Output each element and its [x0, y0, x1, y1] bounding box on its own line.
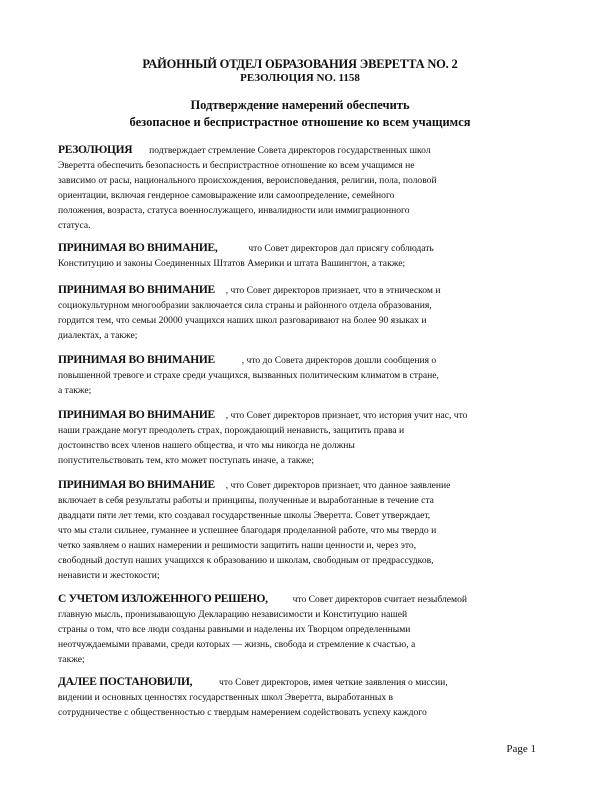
resolution-number: РЕЗОЛЮЦИЯ NO. 1158: [240, 72, 360, 84]
paragraph-lead: С УЧЕТОМ ИЗЛОЖЕННОГО РЕШЕНО,: [58, 593, 268, 605]
paragraph-lead: ПРИНИМАЯ ВО ВНИМАНИЕ: [58, 409, 215, 421]
paragraph-line: , что до Совета директоров дошли сообщения о: [241, 355, 437, 366]
paragraph-line: диалектах, а также;: [58, 330, 138, 341]
paragraph-whereas-3: [58, 353, 548, 398]
paragraph-whereas-5: [58, 478, 548, 583]
paragraph-line: статуса.: [58, 220, 91, 231]
paragraph-line: наши граждане могут преодолеть страх, порождающий ненависть, защитить права и: [58, 425, 405, 436]
paragraph-whereas-2: [58, 283, 548, 343]
paragraph-line: четко заявляем о наших намерении и решимости защитить наши ценности и, через это,: [58, 540, 417, 551]
paragraph-line: сотрудничестве с общественностью с твердым намерением содействовать успеху каждого: [58, 707, 427, 718]
paragraph-line: гордится тем, что семьи 20000 учащихся наших школ разговаривают на более 90 языках и: [58, 315, 427, 326]
paragraph-whereas-1: [58, 241, 548, 271]
paragraph-lead: ПРИНИМАЯ ВО ВНИМАНИЕ,: [58, 242, 218, 254]
district-header: РАЙОННЫЙ ОТДЕЛ ОБРАЗОВАНИЯ ЭВЕРЕТТА NO. 2: [142, 57, 458, 71]
paragraph-line: повышенной тревоге и страхе среди учащихся, вызванных политическим климатом в стране,: [58, 370, 439, 381]
paragraph-line: , что Совет директоров признает, что данное заявление: [225, 480, 451, 491]
paragraph-lead: ПРИНИМАЯ ВО ВНИМАНИЕ: [58, 354, 215, 366]
paragraph-resolution: [58, 143, 548, 233]
paragraph-line: зависимо от расы, национального происхождения, вероисповедания, религии, пола, половой: [58, 175, 437, 186]
page-number: Page 1: [506, 743, 536, 755]
paragraph-line: страны о том, что все люди созданы равными и наделены их Творцом определенными: [58, 624, 411, 635]
paragraph-line: подтверждает стремление Совета директоров государственных школ: [149, 145, 431, 156]
paragraph-line: двадцати пяти лет теми, кто создавал государственные школы Эверетта. Совет утверждает,: [58, 510, 431, 521]
paragraph-further-resolved: [58, 675, 548, 720]
paragraph-line: достоинство всех членов нашего общества, и что мы никогда не должны: [58, 440, 355, 451]
paragraph-line: , что Совет директоров признает, что в этническом и: [225, 285, 441, 296]
paragraph-line: социокультурном многообразии заключается сила страны и районного отдела образования,: [58, 300, 432, 311]
paragraph-line: а также;: [58, 385, 92, 396]
paragraph-line: свободный доступ наших учащихся к образованию и школам, свободным от предрассудков,: [58, 555, 434, 566]
paragraph-line: видении и основных ценностях государственных школ Эверетта, выработанных в: [58, 692, 394, 703]
paragraph-line: положения, возраста, статуса военнослужащего, инвалидности или иммиграционного: [58, 205, 410, 216]
paragraph-line: Эверетта обеспечить безопасность и беспристрастное отношение ко всем учащимся не: [58, 160, 415, 171]
paragraph-lead: ПРИНИМАЯ ВО ВНИМАНИЕ: [58, 284, 215, 296]
paragraph-line: ненависти и жестокости;: [58, 570, 160, 581]
paragraph-line: включает в себя результаты работы и принципы, полученные и выработанные в течение ста: [58, 495, 434, 506]
paragraph-line: главную мысль, пронизывающую Декларацию независимости и Конституцию нашей: [58, 609, 408, 620]
paragraph-whereas-4: [58, 408, 548, 468]
paragraph-resolved: [58, 592, 548, 667]
paragraph-line: что Совет директоров дал присягу соблюдать: [248, 243, 434, 254]
document-title-line-1: Подтверждение намерений обеспечить: [190, 98, 410, 112]
paragraph-line: что Совет директоров, имея четкие заявления о миссии,: [219, 677, 448, 688]
paragraph-lead: ПРИНИМАЯ ВО ВНИМАНИЕ: [58, 479, 215, 491]
paragraph-lead: ДАЛЕЕ ПОСТАНОВИЛИ,: [58, 676, 193, 688]
paragraph-lead: РЕЗОЛЮЦИЯ: [58, 144, 133, 156]
paragraph-line: неотчуждаемыми правами, среди которых — жизнь, свобода и стремление к счастью, а: [58, 639, 416, 650]
paragraph-line: Конституцию и законы Соединенных Штатов Америки и штата Вашингтон, а также;: [58, 258, 406, 269]
document-title-line-2: безопасное и беспристрастное отношение ко всем учащимся: [129, 115, 471, 129]
paragraph-line: что мы стали сильнее, гуманнее и успешнее благодаря проделанной работе, что мы твердо и: [58, 525, 437, 536]
paragraph-line: ориентации, включая гендерное самовыражение или самоопределение, семейного: [58, 190, 395, 201]
paragraph-line: что Совет директоров считает незыблемой: [292, 594, 468, 605]
paragraph-line: попустительствовать тем, кто может поступать иначе, а также;: [58, 455, 314, 466]
paragraph-line: также;: [58, 654, 85, 665]
paragraph-line: , что Совет директоров признает, что история учит нас, что: [225, 410, 468, 421]
